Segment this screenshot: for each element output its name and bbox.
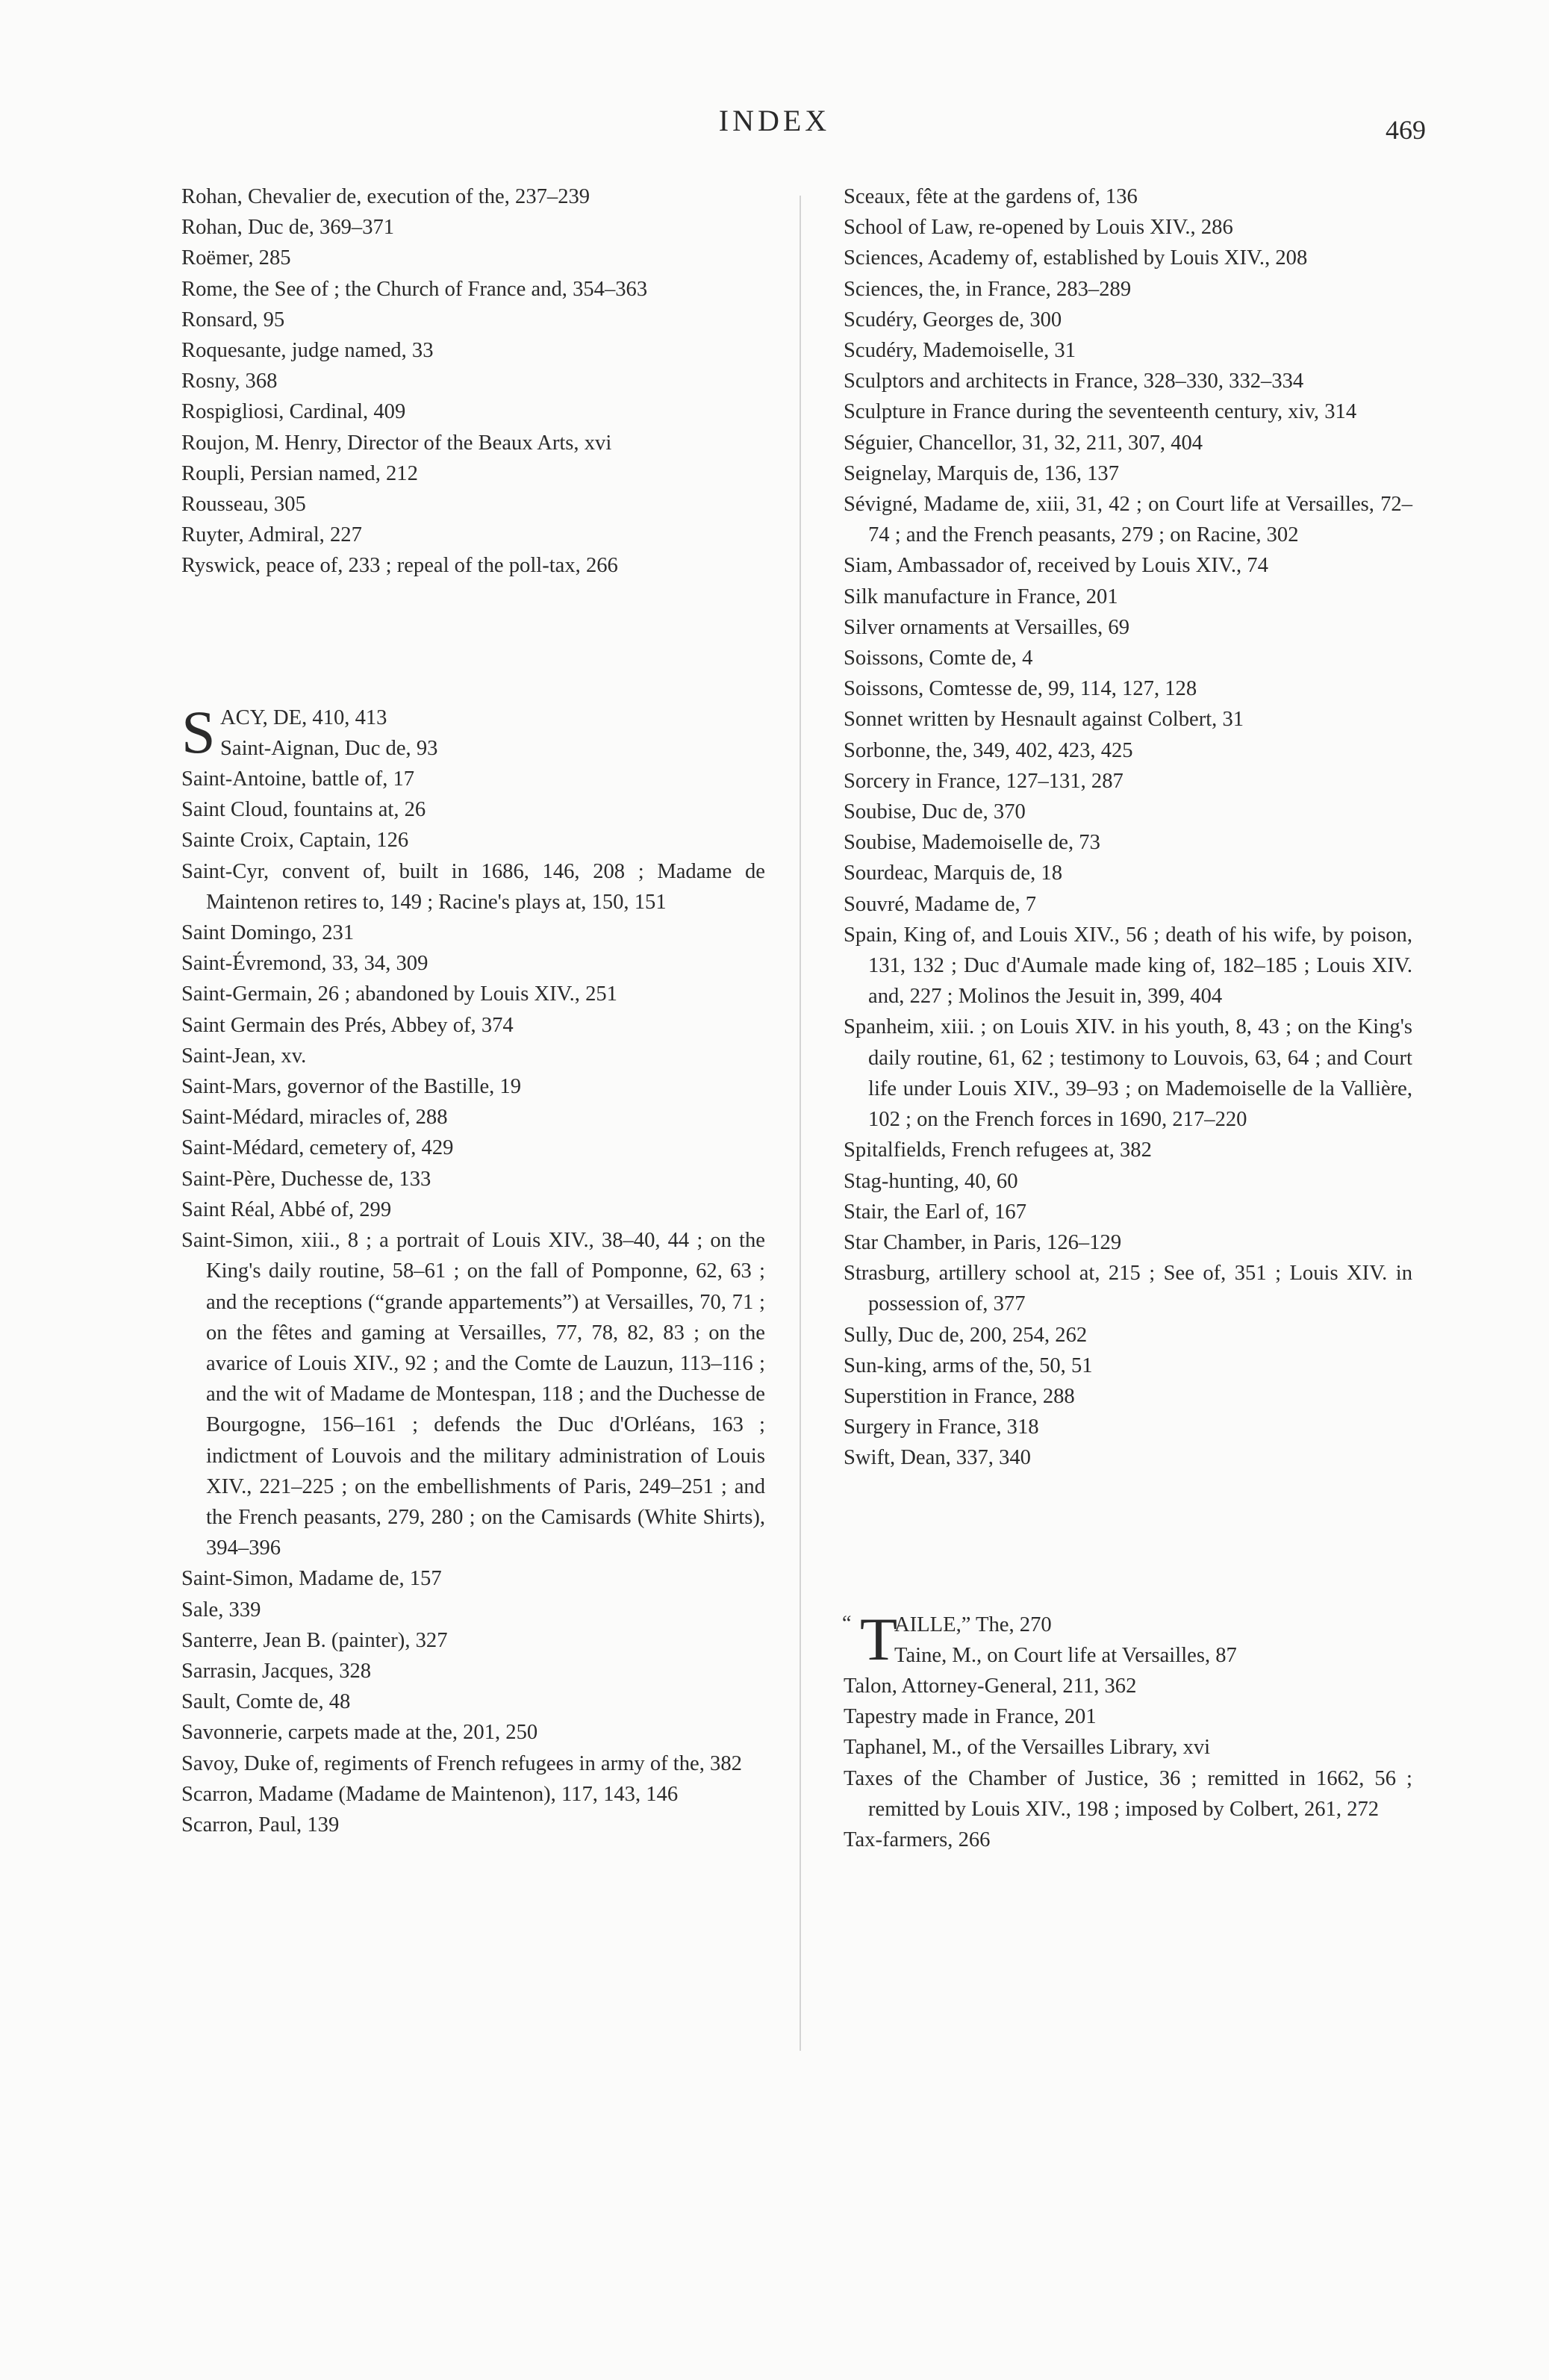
index-group-s-left bbox=[181, 764, 765, 1840]
section-gap bbox=[844, 1474, 1412, 1610]
index-entry: Saint-Jean, xv. bbox=[181, 1044, 307, 1068]
index-entry: Ruyter, Admiral, 227 bbox=[181, 523, 362, 547]
column-divider bbox=[800, 196, 801, 2051]
index-entry: Spitalfields, French refugees at, 382 bbox=[844, 1138, 1152, 1162]
index-entry: Rosny, 368 bbox=[181, 370, 278, 393]
index-entry-saint-aignan: Saint-Aignan, Duc de, 93 bbox=[220, 736, 438, 760]
index-entry: Santerre, Jean B. (painter), 327 bbox=[181, 1628, 448, 1652]
dropcap-s: S bbox=[181, 697, 216, 766]
page-header-title: INDEX bbox=[718, 104, 831, 137]
index-entry: Savonnerie, carpets made at the, 201, 250 bbox=[181, 1721, 538, 1745]
index-entry: Swift, Dean, 337, 340 bbox=[844, 1446, 1031, 1470]
index-entry: Savoy, Duke of, regiments of French refugees in army of the, 382 bbox=[181, 1751, 742, 1775]
index-entry: Roquesante, judge named, 33 bbox=[181, 339, 434, 363]
index-entry: Scarron, Madame (Madame de Maintenon), 117, 143, 146 bbox=[181, 1782, 679, 1806]
index-entry: Rome, the See of ; the Church of France and, 354–363 bbox=[181, 277, 648, 301]
section-s-start bbox=[181, 697, 765, 766]
index-entry: Sévigné, Madame de, xiii, 31, 42 ; on Court life at Versailles, 72–74 ; and the French peasants, 279 ; on Racine, 302 bbox=[844, 493, 1412, 547]
index-entry: Saint-Germain, 26 ; abandoned by Louis XIV., 251 bbox=[181, 982, 617, 1006]
index-entry: Sarrasin, Jacques, 328 bbox=[181, 1659, 372, 1683]
index-entry: Saint-Mars, governor of the Bastille, 19 bbox=[181, 1075, 522, 1099]
index-group-t bbox=[844, 1671, 1412, 1855]
page-number: 469 bbox=[1386, 115, 1426, 145]
index-entry: Taphanel, M., of the Versailles Library, xvi bbox=[844, 1736, 1211, 1760]
index-entry: Sun-king, arms of the, 50, 51 bbox=[844, 1353, 1093, 1377]
index-entry: Tapestry made in France, 201 bbox=[844, 1705, 1097, 1729]
index-entry: Sciences, Academy of, established by Louis XIV., 208 bbox=[844, 246, 1308, 270]
index-entry: Roujon, M. Henry, Director of the Beaux Arts, xvi bbox=[181, 431, 612, 455]
index-entry: Taxes of the Chamber of Justice, 36 ; remitted in 1662, 56 ; remitted by Louis XIV., 198 ; imposed by Colbert, 261, 272 bbox=[844, 1766, 1412, 1821]
index-group-r bbox=[181, 181, 765, 582]
index-entry: Sault, Comte de, 48 bbox=[181, 1690, 351, 1714]
index-entry: Sculpture in France during the seventeenth century, xiv, 314 bbox=[844, 400, 1357, 424]
index-entry: Rospigliosi, Cardinal, 409 bbox=[181, 400, 406, 424]
index-entry: Seignelay, Marquis de, 136, 137 bbox=[844, 461, 1120, 485]
index-entry: Scudéry, Georges de, 300 bbox=[844, 308, 1062, 331]
index-entry: Ryswick, peace of, 233 ; repeal of the poll-tax, 266 bbox=[181, 554, 618, 578]
index-entry: Surgery in France, 318 bbox=[844, 1415, 1039, 1439]
index-entry: Soubise, Mademoiselle de, 73 bbox=[844, 831, 1100, 855]
index-entry: Sciences, the, in France, 283–289 bbox=[844, 277, 1132, 301]
index-entry: Spain, King of, and Louis XIV., 56 ; death of his wife, by poison, 131, 132 ; Duc d'Aumale made king of, 182–185 ; Louis XIV. and, 227 ; Molinos the Jesuit in, 399, 404 bbox=[844, 923, 1412, 1009]
section-t-start bbox=[842, 1604, 1412, 1673]
index-entry: Ronsard, 95 bbox=[181, 308, 285, 331]
index-entry: Saint Cloud, fountains at, 26 bbox=[181, 798, 426, 822]
index-entry: Roëmer, 285 bbox=[181, 246, 291, 270]
index-entry: Spanheim, xiii. ; on Louis XIV. in his youth, 8, 43 ; on the King's daily routine, 61, 62 ; testimony to Louvois, 63, 64 ; and Court life under Louis XIV., 39–93 ; on Mademoiselle de la Vallière, 102 ; on the French forces in 1690, 217–220 bbox=[844, 1015, 1412, 1132]
index-entry: Saint-Père, Duchesse de, 133 bbox=[181, 1167, 431, 1191]
index-entry: Rousseau, 305 bbox=[181, 493, 306, 517]
index-entry: Sourdeac, Marquis de, 18 bbox=[844, 862, 1063, 885]
index-entry: Scudéry, Mademoiselle, 31 bbox=[844, 339, 1076, 363]
index-entry: Sonnet written by Hesnault against Colbert, 31 bbox=[844, 708, 1244, 732]
index-column-right bbox=[844, 181, 1412, 1855]
index-entry: Rohan, Duc de, 369–371 bbox=[181, 216, 395, 240]
index-entry: Saint-Simon, xiii., 8 ; a portrait of Louis XIV., 38–40, 44 ; on the King's daily routine, 58–61 ; on the fall of Pomponne, 62, 63 ; and the receptions (“grande appartements”) at Versailles, 70, 71 ; on the fêtes and gaming at Versailles, 77, 78, 82, 83 ; on the avarice of Louis XIV., 92 ; and the Comte de Lauzun, 113–116 ; and the wit of Madame de Montespan, 118 ; and the Duchesse de Bourgogne, 156–161 ; defends the Duc d'Orléans, 163 ; indictment of Louvois and the military administration of Louis XIV., 221–225 ; on the embellishments of Paris, 249–251 ; and the French peasants, 279, 280 ; on the Camisards (White Shirts), 394–396 bbox=[181, 1229, 765, 1560]
index-entry: Saint Germain des Prés, Abbey of, 374 bbox=[181, 1013, 514, 1037]
index-entry: Soubise, Duc de, 370 bbox=[844, 800, 1026, 824]
index-entry: Sculptors and architects in France, 328–330, 332–334 bbox=[844, 370, 1304, 393]
index-entry: Souvré, Madame de, 7 bbox=[844, 892, 1037, 916]
index-entry: Tax-farmers, 266 bbox=[844, 1828, 991, 1851]
index-entry: Silver ornaments at Versailles, 69 bbox=[844, 615, 1130, 639]
index-entry: Saint-Simon, Madame de, 157 bbox=[181, 1567, 442, 1591]
opening-quote: “ bbox=[842, 1611, 852, 1635]
index-entry-taille: AILLE,” The, 270 bbox=[894, 1613, 1052, 1636]
index-entry: Rohan, Chevalier de, execution of the, 237–239 bbox=[181, 185, 590, 208]
index-entry: Stag-hunting, 40, 60 bbox=[844, 1169, 1018, 1193]
section-gap bbox=[181, 582, 765, 703]
index-entry: Saint-Antoine, battle of, 17 bbox=[181, 767, 415, 791]
index-entry: Siam, Ambassador of, received by Louis XIV., 74 bbox=[844, 554, 1268, 578]
index-entry-taine: Taine, M., on Court life at Versailles, 87 bbox=[894, 1643, 1237, 1667]
index-entry: Saint-Médard, miracles of, 288 bbox=[181, 1106, 448, 1130]
index-entry: Saint-Cyr, convent of, built in 1686, 146, 208 ; Madame de Maintenon retires to, 149 ; Racine's plays at, 150, 151 bbox=[181, 859, 765, 914]
index-entry: Saint-Médard, cemetery of, 429 bbox=[181, 1136, 454, 1160]
index-entry: Sceaux, fête at the gardens of, 136 bbox=[844, 185, 1138, 208]
index-entry: Talon, Attorney-General, 211, 362 bbox=[844, 1674, 1137, 1698]
index-entry: Soissons, Comte de, 4 bbox=[844, 647, 1033, 670]
index-column-left bbox=[181, 181, 765, 1840]
index-entry: Saint Domingo, 231 bbox=[181, 921, 355, 945]
index-entry: Sorbonne, the, 349, 402, 423, 425 bbox=[844, 738, 1133, 762]
index-entry: Star Chamber, in Paris, 126–129 bbox=[844, 1230, 1122, 1254]
index-entry: Roupli, Persian named, 212 bbox=[181, 461, 418, 485]
index-entry: Scarron, Paul, 139 bbox=[181, 1813, 340, 1837]
index-entry: Sorcery in France, 127–131, 287 bbox=[844, 769, 1123, 793]
index-entry: Superstition in France, 288 bbox=[844, 1384, 1075, 1408]
index-entry: Saint-Évremond, 33, 34, 309 bbox=[181, 952, 428, 976]
index-entry: Séguier, Chancellor, 31, 32, 211, 307, 404 bbox=[844, 431, 1203, 455]
index-entry: Strasburg, artillery school at, 215 ; See of, 351 ; Louis XIV. in possession of, 377 bbox=[844, 1262, 1412, 1316]
index-entry: Saint Réal, Abbé of, 299 bbox=[181, 1197, 392, 1221]
index-entry: School of Law, re-opened by Louis XIV., 286 bbox=[844, 216, 1233, 240]
dropcap-t: T bbox=[860, 1604, 898, 1673]
index-entry: Soissons, Comtesse de, 99, 114, 127, 128 bbox=[844, 677, 1197, 701]
index-entry-sacy: ACY, DE, 410, 413 bbox=[220, 705, 387, 729]
index-group-s-right bbox=[844, 181, 1412, 1474]
index-entry: Sainte Croix, Captain, 126 bbox=[181, 829, 409, 853]
index-entry: Sale, 339 bbox=[181, 1598, 261, 1622]
index-entry: Stair, the Earl of, 167 bbox=[844, 1200, 1027, 1224]
index-entry: Silk manufacture in France, 201 bbox=[844, 585, 1118, 608]
index-entry: Sully, Duc de, 200, 254, 262 bbox=[844, 1323, 1088, 1347]
